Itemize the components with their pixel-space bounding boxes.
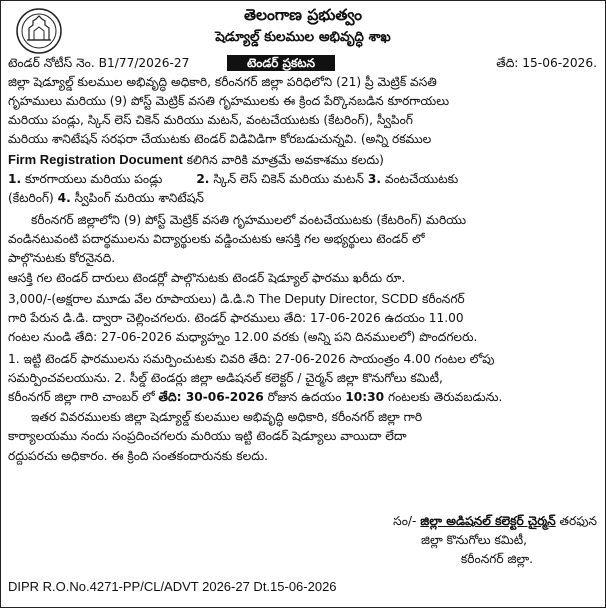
department-title: షెడ్యూల్డ్ కులముల అభివృద్ధి శాఖ (215, 29, 391, 45)
signature-line: జిల్లా కొనుగోలు కమిటీ, (421, 533, 527, 547)
body-line: కార్యాలయము నందు సంప్రదించగలరు మరియు ఇట్టి టెండర్ షెడ్యూలు వాయిదా లేదా (8, 429, 407, 443)
body-line: సమర్పించవలయును. 2. సీల్డ్ టెండర్లు జిల్లా అడిషనల్ కలెక్టర్ / చైర్మన్ జిల్లా కొనుగోలు కమిటీ, (8, 371, 443, 385)
payee-name: The Deputy Director, SCDD (258, 291, 419, 306)
body-line: Firm Registration Document కలిగిన వారికి మాత్రమే అవకాశము కలదు) (8, 152, 384, 167)
firm-registration-text: Firm Registration Document (8, 152, 183, 167)
opening-time: 10:30 (345, 390, 385, 404)
items-list-line: (కేటరింగ్) 4. స్వీపింగ్ మరియు శానిటేషన్ (8, 191, 204, 205)
body-line: కరీంనగర్ జిల్లాలోని (9) పోస్ట్ మెట్రిక్ వసతి గృహములలో వంటచేయుటకు (కేటరింగ్) మరియు (31, 213, 467, 227)
body-line: మరియు పండ్లు, స్కిన్ లెస్ చికెన్ మరియు మటన్, వంటచేయుటకు (కేటరింగ్), స్వీపింగ్ (8, 113, 413, 127)
body-line: ఆసక్తి గల టెండర్ దారులు టెండర్లో పాల్గొనుటకు టెండర్ షెడ్యూల్ ఫారము ఖరీదు రూ. (8, 271, 406, 285)
body-line: గృహములు మరియు (9) పోస్ట్ మెట్రిక్ వసతి గృహములకు ఈ క్రింద పేర్కొనబడిన కూరగాయలు (8, 94, 450, 108)
body-line: జిల్లా షెడ్యూల్డ్ కులముల అభివృద్ధి అధికారి, కరీంనగర్ జిల్లా పరిధిలోని (21) ప్రీ మెట్రిక్ వసతి (8, 75, 437, 89)
dipr-reference: DIPR R.O.No.4271-PP/CL/ADVT 2026-27 Dt.15-06-2026 (8, 579, 337, 594)
body-line: ఇతర వివరములకు జిల్లా షెడ్యూల్డ్ కులముల అభివృద్ధి అధికారి, కరీంనగర్ జిల్లా గారి (31, 410, 423, 424)
tender-announcement-badge: టెండర్ ప్రకటన (227, 55, 335, 71)
items-list-line: 1. కూరగాయలు మరియు పండ్లు 2. స్కిన్ లెస్ చికెన్ మరియు మటన్ 3. వంటచేయుటకు (8, 172, 459, 186)
body-line: కరీంనగర్ జిల్లా గారి చాంబర్ లో తేది: 30-06-2026 రోజున ఉదయం 10:30 గంటలకు తెరువబడును. (8, 390, 503, 404)
body-line: వండినటువంటి పదార్థములను విద్యార్థులకు వడ్డించుటకు ఆసక్తి గల అభ్యర్థులు టెండర్ లో (8, 232, 425, 246)
body-line: 1. ఇట్టి టెండర్ ఫారములను సమర్పించుటకు చివరి తేది: 27-06-2026 సాయంత్రం 4.00 గంటల లోపు (8, 352, 495, 366)
body-line: రద్దుపరచు అధికారం. ఈ క్రింది సంతకందారునకు కలదు. (8, 449, 268, 463)
body-line: మరియు శానిటేషన్ సరఫరా చేయుటకు టెండర్ విడివిడిగా కోరబడుచున్నవి. (అన్ని రకముల (8, 132, 432, 146)
body-line: గారి పేరున డి.డి. ద్వారా చెల్లించగలరు. టెండర్ ఫారములు తేది: 17-06-2026 ఉదయం 11.00 (8, 311, 464, 325)
notice-number: టెండర్ నోటీస్ నెం. B1/77/2026-27 (8, 56, 190, 70)
signature-line: కరీంనగర్ జిల్లా. (460, 552, 533, 566)
opening-date: తేది: 30-06-2026 (158, 390, 264, 404)
signatory-title: జిల్లా అడిషనల్ కలెక్టర్ చైర్మన్ (420, 514, 556, 528)
government-title: తెలంగాణ ప్రభుత్వం (244, 6, 362, 24)
body-line: పాల్గొనుటకు కోరనైనది. (8, 251, 116, 265)
signature-line: సం/- జిల్లా అడిషనల్ కలెక్టర్ చైర్మన్ తరఫున (393, 514, 597, 528)
body-line: 3,000/-(అక్షరాల మూడు వేల రూపాయలు) డి.డి.ని The Deputy Director, SCDD కరీంనగర్ (8, 291, 465, 306)
body-line: గంటల నుండి తేది: 27-06-2026 మధ్యాహ్నం 12.00 వరకు (అన్ని పని దినములలో) పొందగలరు. (8, 330, 478, 344)
notice-date: తేది: 15-06-2026. (496, 56, 597, 70)
